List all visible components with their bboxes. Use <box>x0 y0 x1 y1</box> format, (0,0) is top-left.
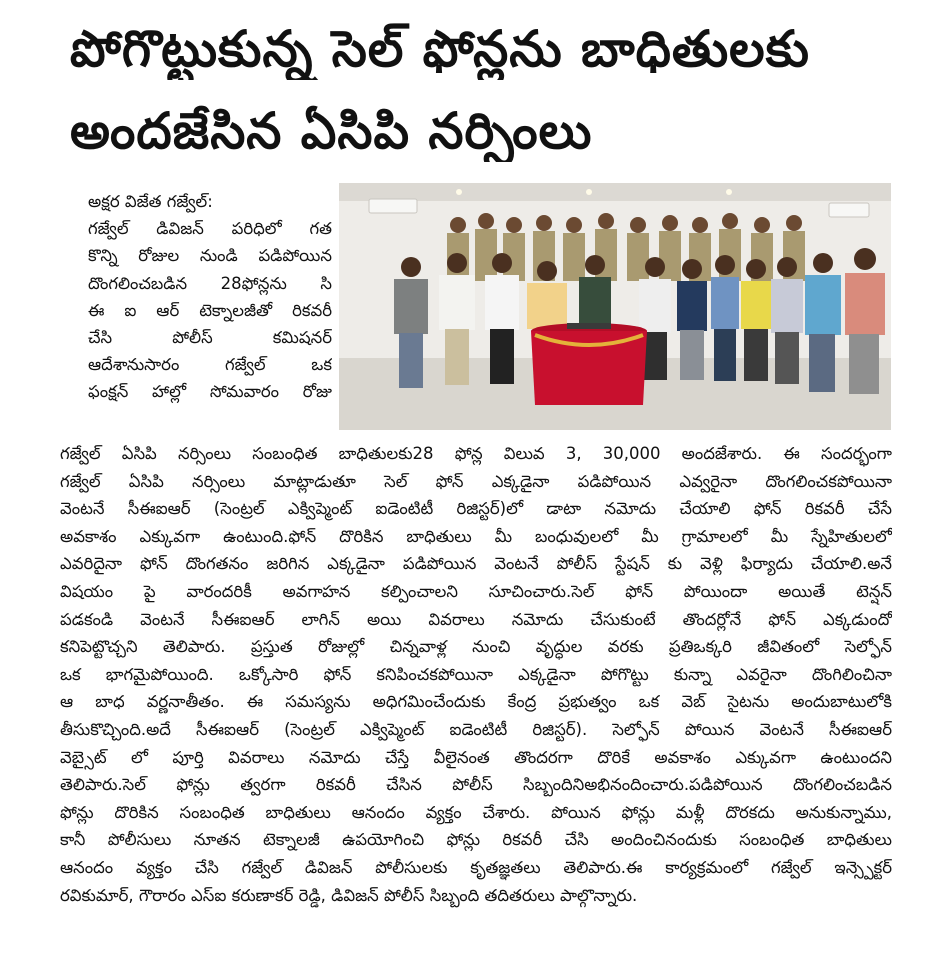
body-line: ఎవరిదైనా ఫోన్ దొంగతనం జరిగిన ఎక్కడైనా పడిపోయిన వెంటనే పోలీస్ స్టేషన్ కు వెళ్లి ఫిర్యాదు చేయాలి.అనే <box>60 554 892 574</box>
body-line: గజ్వేల్ ఏసిపి నర్సింలు సంబంధిత బాధితులకు28 ఫోన్ల విలువ 3, 30,000 అందజేశారు. ఈ సందర్భంగా <box>60 444 892 463</box>
body-line: ఆ బాధ వర్ణనాతీతం. ఈ సమస్యను అధిగమించేందుకు కేంద్ర ప్రభుత్వం ఒక వెబ్ సైటను అందుబాటులోకి <box>60 692 892 712</box>
intro-line: దొంగలించబడిన 28ఫోన్లను సి <box>88 273 332 293</box>
group-photo <box>339 183 891 430</box>
body-line: కనిపెట్టొచ్చని తెలిపారు. ప్రస్తుత రోజుల్లో చిన్నవాళ్ల నుంచి వృద్ధుల వరకు ప్రతిఒక్కరి జీవితంలో సెల్ఫోన్ <box>60 637 892 657</box>
body-line: వెబ్సైట్ లో పూర్తి వివరాలు నమోదు చేస్తే వీలైనంత తొందరగా దొరికే అవకాశం ఎక్కువగా ఉంటుందని <box>60 747 892 767</box>
body-line: వెంటనే సీఈఐఆర్ (సెంట్రల్ ఎక్విప్మెంట్ ఐడెంటిటీ రిజిస్టర్)లో డాటా నమోదు చేయాలి ఫోన్ రికవరీ చేసే <box>60 499 892 519</box>
article-body <box>60 440 892 909</box>
body-line: పడకండి వెంటనే సీఈఐఆర్ లాగిన్ అయి వివరాలు నమోదు చేసుకుంటే తొందర్లోనే ఫోన్ ఎక్కడుందో <box>60 609 892 629</box>
body-line: ఆనందం వ్యక్తం చేసి గజ్వేల్ డివిజన్ పోలీసులకు కృతజ్ఞతలు తెలిపారు.ఈ కార్యక్రమంలో గజ్వేల్ ఇన్స్పెక్టర్ <box>60 857 892 877</box>
body-line: కానీ పోలీసులు నూతన టెక్నాలజీ ఉపయోగించి ఫోన్లు రికవరీ చేసి అందించినందుకు సంబంధిత బాధితులు <box>60 830 892 850</box>
headline-line-2: అందజేసిన ఏసిపి నర్సింలు <box>70 102 593 160</box>
dateline: అక్షర విజేత గజ్వేల్: <box>88 192 213 211</box>
body-line: గజ్వేల్ ఏసిపి నర్సింలు మాట్లాడుతూ సెల్ ఫోన్ ఎక్కడైనా పడిపోయిన ఎవ్వరైనా దొంగలించకపోయినా <box>60 471 892 491</box>
body-line: తెలిపారు.సెల్ ఫోన్లు త్వరగా రికవరీ చేసిన పోలీస్ సిబ్బందినిఅభినందించారు.పడిపోయిన దొంగలించబడిన <box>60 775 892 795</box>
body-line: రవికుమార్, గౌరారం ఎస్ఐ కరుణాకర్ రెడ్డి, డివిజన్ పోలీస్ సిబ్బంది తదితరులు పాల్గొన్నారు. <box>60 885 638 905</box>
body-line: విషయం పై వారందరికీ అవగాహన కల్పించాలని సూచించారు.సెల్ ఫోన్ పోయిందా అయితే టెన్షన్ <box>60 581 892 601</box>
body-line: ఫోన్లు దొరికిన సంబంధిత బాధితులు ఆనందం వ్యక్తం చేశారు. పోయిన ఫోన్లు మళ్లీ దొరకదు అనుకున్నాము, <box>60 802 892 822</box>
body-line: ఒక భాగమైపోయింది. ఒక్కోసారి ఫోన్ కనిపించకపోయినా ఎక్కడైనా పోగొట్టు కున్నా ఎవరైనా దొంగిలించినా <box>60 664 892 684</box>
body-line: తీసుకొచ్చింది.అదే సీఈఐఆర్ (సెంట్రల్ ఎక్విప్మెంట్ ఐడెంటిటీ రిజిస్టర్). సెల్ఫోన్ పోయిన వెంటనే సీఈఐఆర్ <box>60 719 892 739</box>
intro-line: ఆదేశానుసారం గజ్వేల్ ఒక <box>88 355 332 375</box>
intro-line: చేసి పోలీస్ కమిషనర్ <box>88 327 332 347</box>
intro-line: గజ్వేల్ డివిజన్ పరిధిలో గత <box>88 219 332 239</box>
intro-line: ఫంక్షన్ హాల్లో సోమవారం రోజు <box>88 382 332 402</box>
intro-line: కొన్ని రోజుల నుండి పడిపోయిన <box>88 246 332 266</box>
intro-column <box>88 188 332 406</box>
intro-line: ఈ ఐ ఆర్ టెక్నాలజీతో రికవరీ <box>88 300 332 320</box>
body-line: అవకాశం ఎక్కువగా ఉంటుంది.ఫోన్ దొరికిన బాధితులు మీ బంధువులలో మీ గ్రామాలలో మీ స్నేహితులలో <box>60 526 892 546</box>
headline-line-1: పోగొట్టుకున్న సెల్ ఫోన్లను బాధితులకు <box>70 20 810 78</box>
